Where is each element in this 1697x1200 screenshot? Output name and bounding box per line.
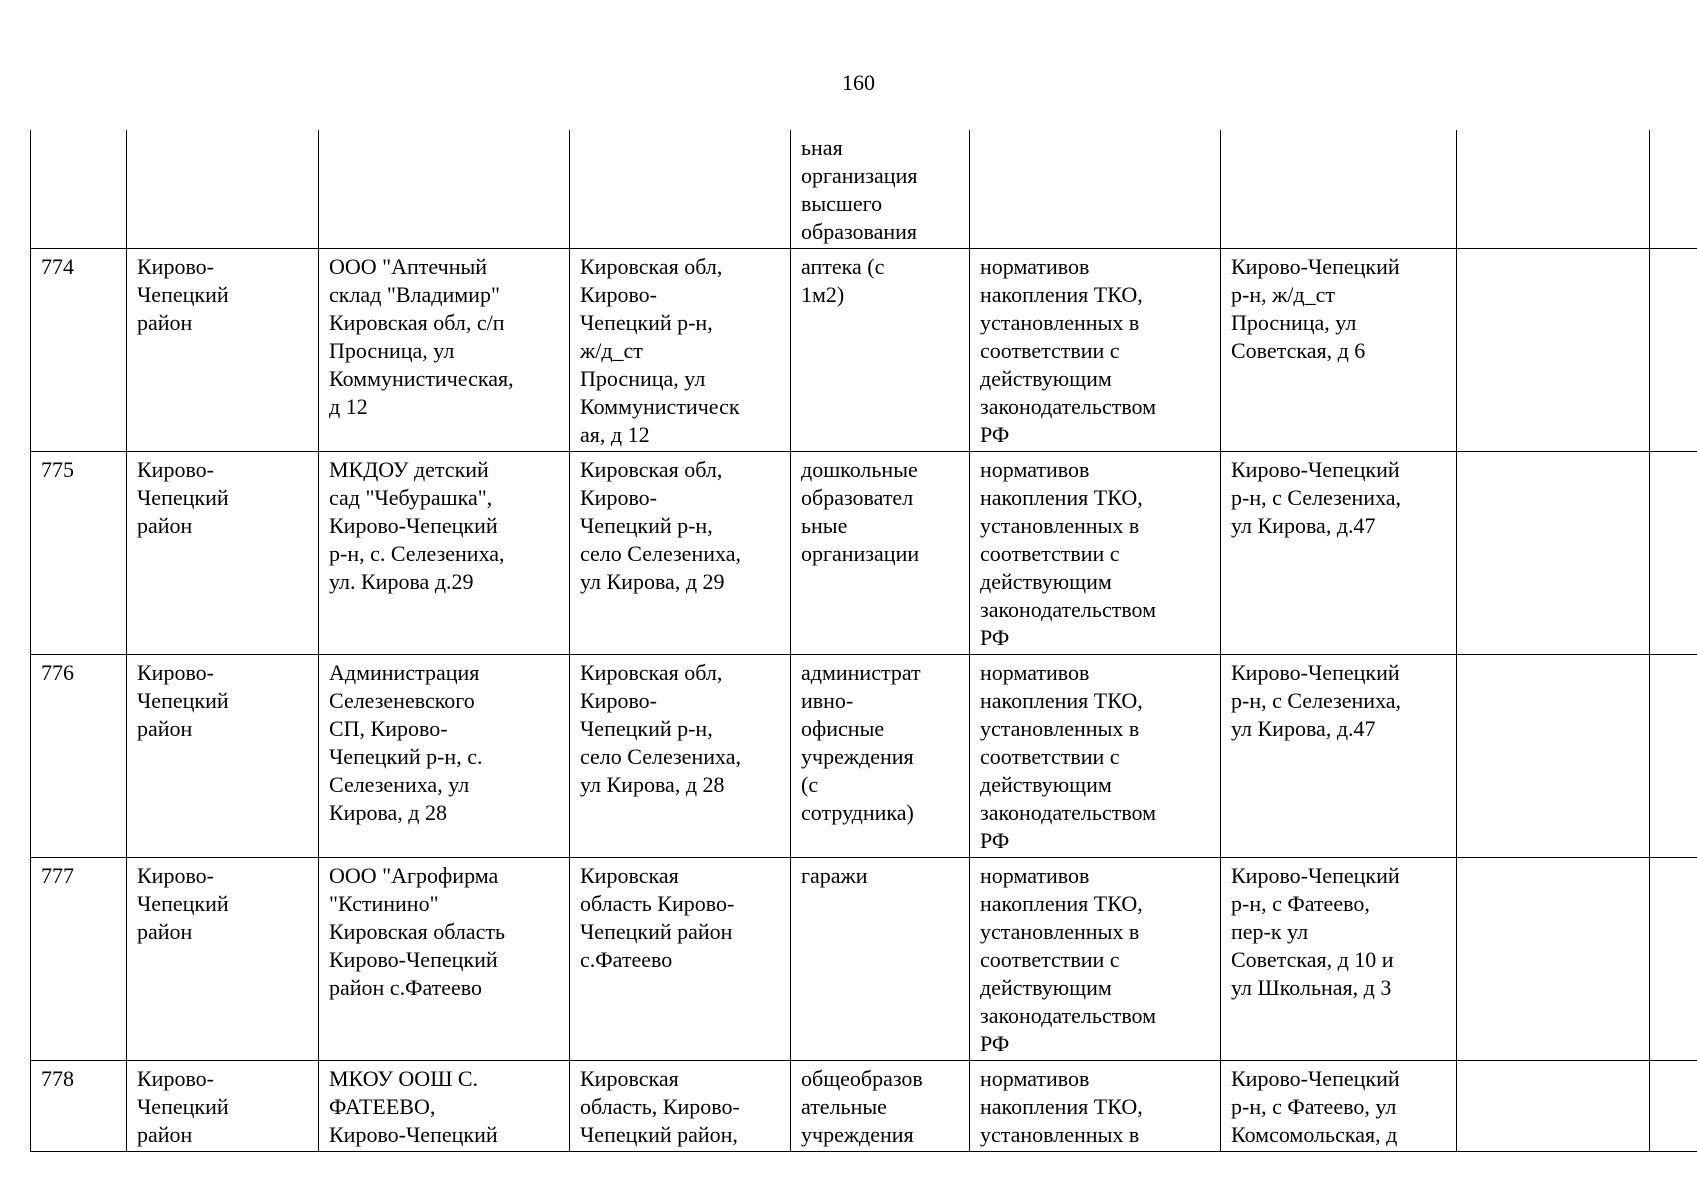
table-row [31, 655, 1697, 858]
cell-col8 [1457, 858, 1650, 1061]
table-row [31, 249, 1697, 452]
cell-category: администрат ивно- офисные учреждения (с сотрудника) [791, 655, 970, 858]
cell-site [1221, 130, 1457, 249]
table-row [31, 452, 1697, 655]
cell-organization: МКДОУ детский сад "Чебурашка", Кирово-Чепецкий р-н, с. Селезениха, ул. Кирова д.29 [319, 452, 570, 655]
cell-district [127, 130, 319, 249]
cell-organization: МКОУ ООШ С. ФАТЕЕВО, Кирово-Чепецкий [319, 1061, 570, 1152]
cell-organization [319, 130, 570, 249]
cell-site: Кирово-Чепецкий р-н, с Фатеево, пер-к ул Советская, д 10 и ул Школьная, д 3 [1221, 858, 1457, 1061]
cell-number: 777 [31, 858, 127, 1061]
cell-col9 [1650, 858, 1697, 1061]
cell-col8 [1457, 249, 1650, 452]
cell-address: Кировская обл, Кирово- Чепецкий р-н, село Селезениха, ул Кирова, д 29 [570, 452, 791, 655]
cell-address: Кировская область, Кирово- Чепецкий район, [570, 1061, 791, 1152]
cell-district: Кирово- Чепецкий район [127, 452, 319, 655]
cell-district: Кирово- Чепецкий район [127, 858, 319, 1061]
cell-site: Кирово-Чепецкий р-н, с Селезениха, ул Кирова, д.47 [1221, 452, 1457, 655]
cell-col8 [1457, 452, 1650, 655]
cell-organization: Администрация Селезеневского СП, Кирово- Чепецкий р-н, с. Селезениха, ул Кирова, д 28 [319, 655, 570, 858]
cell-category: дошкольные образовател ьные организации [791, 452, 970, 655]
cell-number: 776 [31, 655, 127, 858]
cell-category: ьная организация высшего образования [791, 130, 970, 249]
cell-number: 774 [31, 249, 127, 452]
cell-col9 [1650, 249, 1697, 452]
cell-number: 775 [31, 452, 127, 655]
cell-organization: ООО "Аптечный склад "Владимир" Кировская обл, с/п Просница, ул Коммунистическая, д 12 [319, 249, 570, 452]
table-row-continuation [31, 130, 1697, 249]
cell-address: Кировская обл, Кирово- Чепецкий р-н, ж/д_ст Просница, ул Коммунистическ ая, д 12 [570, 249, 791, 452]
cell-district: Кирово- Чепецкий район [127, 249, 319, 452]
cell-category: гаражи [791, 858, 970, 1061]
page-number: 160 [842, 70, 875, 95]
table-row [31, 858, 1697, 1061]
cell-category: общеобразов ательные учреждения [791, 1061, 970, 1152]
cell-norm: нормативов накопления ТКО, установленных в соответствии с действующим законодательством РФ [970, 655, 1221, 858]
cell-number: 778 [31, 1061, 127, 1152]
cell-norm: нормативов накопления ТКО, установленных в [970, 1061, 1221, 1152]
cell-col9 [1650, 452, 1697, 655]
cell-address: Кировская обл, Кирово- Чепецкий р-н, село Селезениха, ул Кирова, д 28 [570, 655, 791, 858]
cell-category: аптека (с 1м2) [791, 249, 970, 452]
cell-site: Кирово-Чепецкий р-н, с Фатеево, ул Комсомольская, д [1221, 1061, 1457, 1152]
cell-col8 [1457, 1061, 1650, 1152]
table-row [31, 1061, 1697, 1152]
cell-site: Кирово-Чепецкий р-н, с Селезениха, ул Кирова, д.47 [1221, 655, 1457, 858]
cell-col9 [1650, 130, 1697, 249]
cell-address: Кировская область Кирово- Чепецкий район с.Фатеево [570, 858, 791, 1061]
cell-organization: ООО "Агрофирма "Кстинино" Кировская область Кирово-Чепецкий район с.Фатеево [319, 858, 570, 1061]
cell-district: Кирово- Чепецкий район [127, 1061, 319, 1152]
cell-col9 [1650, 1061, 1697, 1152]
registry-table [30, 130, 1697, 1152]
cell-site: Кирово-Чепецкий р-н, ж/д_ст Просница, ул Советская, д 6 [1221, 249, 1457, 452]
cell-col9 [1650, 655, 1697, 858]
cell-district: Кирово- Чепецкий район [127, 655, 319, 858]
cell-address [570, 130, 791, 249]
cell-norm [970, 130, 1221, 249]
cell-norm: нормативов накопления ТКО, установленных в соответствии с действующим законодательством РФ [970, 858, 1221, 1061]
cell-col8 [1457, 130, 1650, 249]
cell-norm: нормативов накопления ТКО, установленных в соответствии с действующим законодательством РФ [970, 452, 1221, 655]
cell-norm: нормативов накопления ТКО, установленных в соответствии с действующим законодательством РФ [970, 249, 1221, 452]
cell-col8 [1457, 655, 1650, 858]
cell-number [31, 130, 127, 249]
